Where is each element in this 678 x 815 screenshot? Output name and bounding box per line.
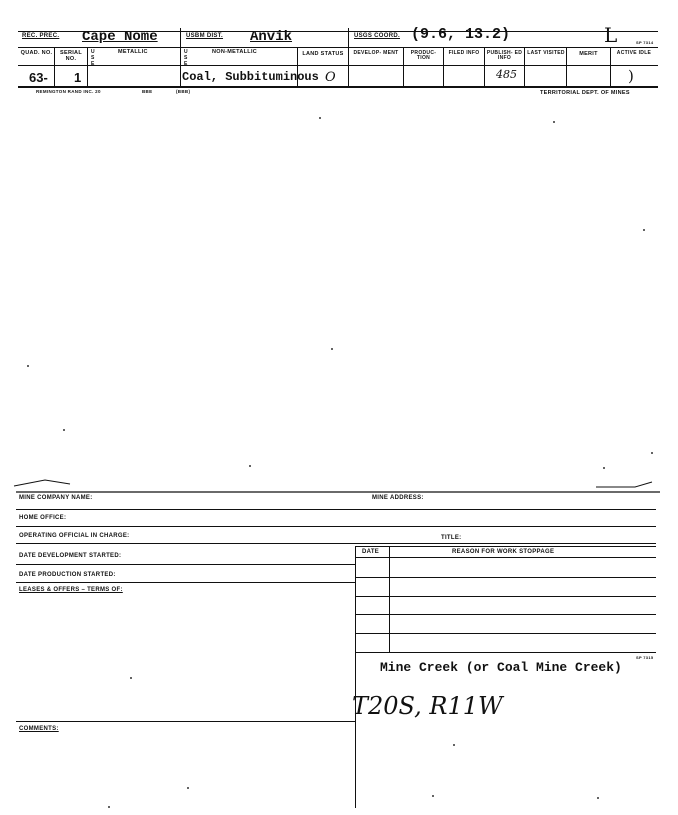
usgs-coord-value: (9.6, 13.2) bbox=[411, 26, 511, 43]
col-production: PRODUC- TION bbox=[410, 50, 437, 61]
col-nonmetallic: NON-METALLIC bbox=[212, 49, 258, 55]
col-metallic: METALLIC bbox=[118, 49, 148, 55]
mine-company-name-label: MINE COMPANY NAME: bbox=[19, 495, 93, 501]
operating-official-label: OPERATING OFFICIAL IN CHARGE: bbox=[19, 533, 130, 539]
printer-code-2: (BBB) bbox=[176, 89, 191, 94]
title-label: TITLE: bbox=[441, 535, 462, 541]
printer-mark: REMINGTON RAND INC. 20 bbox=[36, 89, 101, 94]
col-use-metallic: U S E bbox=[91, 49, 95, 67]
comments-label: COMMENTS: bbox=[19, 726, 59, 732]
row-land-status: O bbox=[325, 70, 336, 85]
handwritten-location: T20S, R11W bbox=[352, 692, 503, 720]
usbm-dist-label: USBM DIST. bbox=[186, 33, 224, 39]
col-quad-no: QUAD. NO. bbox=[20, 50, 53, 56]
speck bbox=[651, 452, 653, 454]
col-active-idle: ACTIVE IDLE bbox=[616, 50, 652, 56]
speck bbox=[453, 744, 455, 746]
speck bbox=[108, 806, 110, 808]
leases-label: LEASES & OFFERS – TERMS OF: bbox=[19, 587, 123, 593]
col-use-nonmetallic: U S E bbox=[184, 49, 188, 67]
reason-col-label: REASON FOR WORK STOPPAGE bbox=[452, 549, 555, 555]
usbm-dist-value: Anvik bbox=[250, 29, 293, 45]
col-development: DEVELOP- MENT bbox=[353, 50, 399, 56]
home-office-label: HOME OFFICE: bbox=[19, 515, 67, 521]
speck bbox=[597, 797, 599, 799]
corner-mark: L bbox=[604, 23, 618, 47]
row-published-info: 485 bbox=[496, 68, 517, 81]
row-quad-no: 63- bbox=[29, 70, 48, 85]
speck bbox=[432, 795, 434, 797]
printer-code: BBE bbox=[142, 89, 153, 94]
speck bbox=[331, 348, 333, 350]
mine-address-label: MINE ADDRESS: bbox=[372, 495, 424, 501]
usgs-coord-label: USGS COORD. bbox=[354, 33, 400, 39]
form-number-top: SP 7314 bbox=[636, 40, 654, 45]
col-merit: MERIT bbox=[579, 51, 598, 57]
torn-edge-lines bbox=[0, 470, 678, 510]
col-published-info: PUBLISH- ED INFO bbox=[486, 50, 523, 61]
territorial-dept: TERRITORIAL DEPT. OF MINES bbox=[540, 90, 630, 96]
row-serial-no: 1 bbox=[74, 70, 82, 85]
col-serial-no: SERIAL NO. bbox=[60, 50, 82, 62]
date-col-label: DATE bbox=[362, 549, 380, 555]
col-last-visited: LAST VISITED bbox=[527, 50, 565, 56]
date-production-label: DATE PRODUCTION STARTED: bbox=[19, 572, 116, 578]
col-land-status: LAND STATUS bbox=[302, 51, 344, 57]
speck bbox=[643, 229, 645, 231]
row-nonmetallic: Coal, Subbituminous bbox=[182, 70, 319, 84]
active-idle-mark: ) bbox=[628, 67, 634, 85]
speck bbox=[553, 121, 555, 123]
speck bbox=[249, 465, 251, 467]
speck bbox=[319, 117, 321, 119]
creek-text: Mine Creek (or Coal Mine Creek) bbox=[380, 660, 622, 675]
speck bbox=[187, 787, 189, 789]
rec-prec-label: REC. PREC. bbox=[22, 33, 60, 39]
form-number-bottom: SP 7315 bbox=[636, 655, 654, 660]
speck bbox=[603, 467, 605, 469]
rec-prec-value: Cape Nome bbox=[82, 29, 158, 45]
speck bbox=[130, 677, 132, 679]
date-development-label: DATE DEVELOPMENT STARTED: bbox=[19, 553, 122, 559]
speck bbox=[27, 365, 29, 367]
speck bbox=[63, 429, 65, 431]
col-filed-info: FILED INFO bbox=[448, 50, 480, 56]
